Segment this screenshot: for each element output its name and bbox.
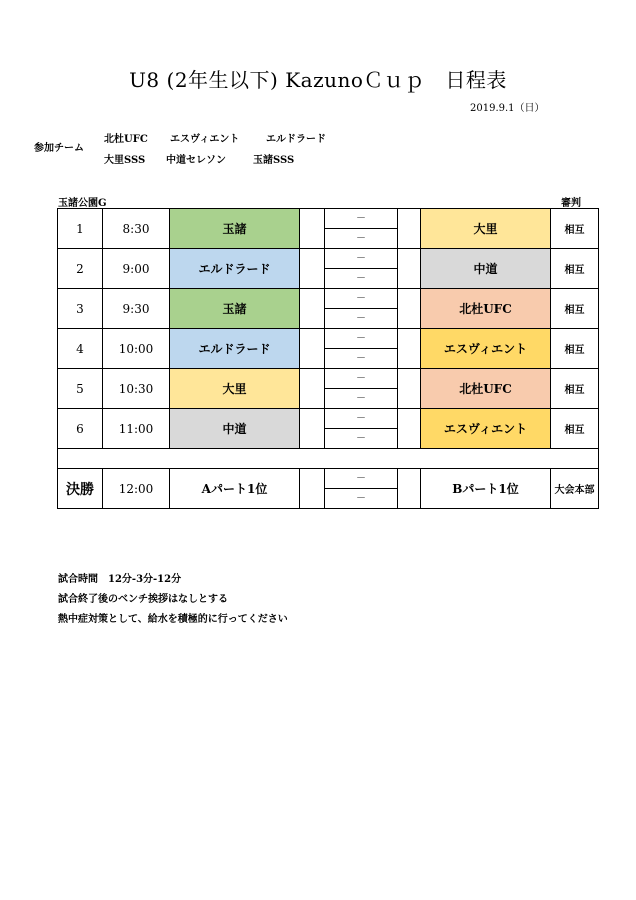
away-team: エスヴィエント [421, 409, 551, 449]
away-score [398, 409, 421, 449]
spacer-row [58, 449, 599, 469]
match-row [58, 329, 599, 349]
match-time: 10:30 [103, 369, 170, 409]
home-score [300, 289, 325, 329]
away-score [398, 329, 421, 369]
match-number: 5 [58, 369, 103, 409]
match-number: 6 [58, 409, 103, 449]
match-row [58, 209, 599, 229]
match-time: 10:00 [103, 329, 170, 369]
score-dash: － [325, 429, 398, 449]
score-dash: － [325, 489, 398, 509]
away-score [398, 289, 421, 329]
score-dash: － [325, 309, 398, 329]
score-dash: － [325, 209, 398, 229]
note-line: 試合終了後のベンチ挨拶はなしとする [58, 594, 228, 605]
home-score [300, 469, 325, 509]
final-home-team: Aパート1位 [170, 469, 300, 509]
match-time: 8:30 [103, 209, 170, 249]
home-score [300, 249, 325, 289]
home-score [300, 329, 325, 369]
home-team: 中道 [170, 409, 300, 449]
team-entry: エルドラード [266, 134, 326, 145]
final-referee: 大会本部 [551, 469, 599, 509]
team-entry: 大里SSS [104, 155, 146, 166]
teams-label: 参加チーム [34, 143, 84, 154]
home-score [300, 209, 325, 249]
score-dash: － [325, 229, 398, 249]
away-team: 大里 [421, 209, 551, 249]
away-score [398, 209, 421, 249]
final-away-team: Bパート1位 [421, 469, 551, 509]
team-entry: エスヴィエント [170, 134, 240, 145]
away-score [398, 369, 421, 409]
away-score [398, 469, 421, 509]
match-row [58, 289, 599, 309]
match-time: 9:30 [103, 289, 170, 329]
score-dash: － [325, 469, 398, 489]
referee-cell: 相互 [551, 329, 599, 369]
team-entry: 中道セレソン [166, 155, 226, 166]
referee-cell: 相互 [551, 289, 599, 329]
away-team: 北杜UFC [421, 369, 551, 409]
home-team: エルドラード [170, 249, 300, 289]
event-date: 2019.9.1（日） [470, 103, 545, 114]
score-dash: － [325, 289, 398, 309]
home-score [300, 369, 325, 409]
home-team: エルドラード [170, 329, 300, 369]
referee-cell: 相互 [551, 249, 599, 289]
schedule-table [57, 208, 599, 509]
match-time: 9:00 [103, 249, 170, 289]
match-row [58, 409, 599, 429]
score-dash: － [325, 249, 398, 269]
referee-cell: 相互 [551, 409, 599, 449]
note-line: 試合時間 12分-3分-12分 [58, 574, 182, 585]
away-team: エスヴィエント [421, 329, 551, 369]
home-team: 玉諸 [170, 289, 300, 329]
referee-cell: 相互 [551, 209, 599, 249]
venue-label: 玉諸公園G [58, 198, 107, 209]
match-row [58, 249, 599, 269]
team-entry: 玉諸SSS [253, 155, 295, 166]
score-dash: － [325, 329, 398, 349]
away-score [398, 249, 421, 289]
team-entry: 北杜UFC [104, 134, 148, 145]
score-dash: － [325, 389, 398, 409]
note-line: 熱中症対策として、給水を積極的に行ってください [58, 614, 288, 625]
final-time: 12:00 [103, 469, 170, 509]
match-number: 2 [58, 249, 103, 289]
final-label: 決勝 [58, 469, 103, 509]
match-time: 11:00 [103, 409, 170, 449]
spacer-cell [58, 449, 599, 469]
match-number: 3 [58, 289, 103, 329]
score-dash: － [325, 269, 398, 289]
page-title: U8 (2年生以下) KazunoＣｕｐ 日程表 [129, 68, 507, 92]
referee-header: 審判 [561, 198, 581, 209]
match-row [58, 369, 599, 389]
match-number: 1 [58, 209, 103, 249]
score-dash: － [325, 349, 398, 369]
score-dash: － [325, 409, 398, 429]
home-team: 玉諸 [170, 209, 300, 249]
match-number: 4 [58, 329, 103, 369]
home-team: 大里 [170, 369, 300, 409]
home-score [300, 409, 325, 449]
away-team: 北杜UFC [421, 289, 551, 329]
score-dash: － [325, 369, 398, 389]
referee-cell: 相互 [551, 369, 599, 409]
final-row [58, 469, 599, 489]
away-team: 中道 [421, 249, 551, 289]
